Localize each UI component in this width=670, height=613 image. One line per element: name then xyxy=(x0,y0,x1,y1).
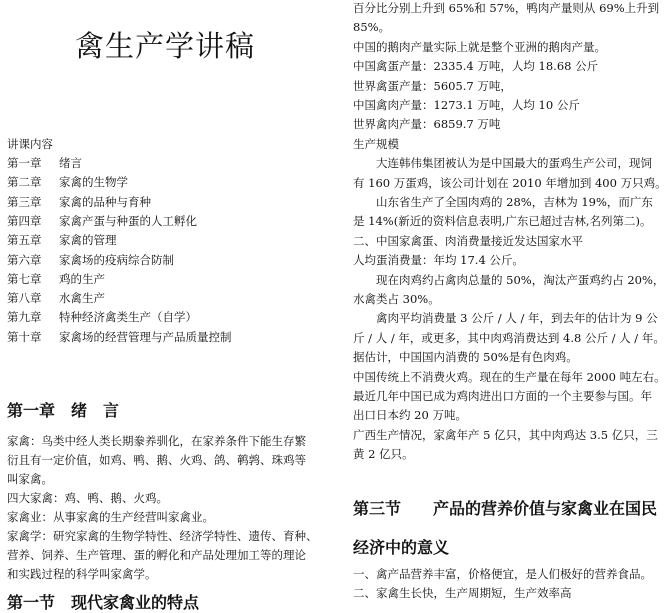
paragraph-line: 据估计，中国国内消费的 50%是有色肉鸡。 xyxy=(353,350,578,365)
paragraph-line: 最近几年中国已成为鸡肉进出口方面的一个主要参与国。年 xyxy=(353,389,652,403)
paragraph-line: 禽肉平均消费量 3 公斤 / 人 / 年，到去年的估计为 9 公 xyxy=(376,311,658,326)
paragraph-line: 生产规模 xyxy=(353,136,399,151)
chapter1-heading-title: 绪 言 xyxy=(71,401,120,420)
paragraph-line: 四大家禽：鸡、鸭、鹅、火鸡。 xyxy=(7,491,168,505)
toc-item-title: 特种经济禽类生产（自学） xyxy=(59,310,197,325)
toc-item-title: 家禽场的疫病综合防制 xyxy=(59,252,174,267)
toc-item-number: 第四章 xyxy=(7,213,42,228)
paragraph-line: 中国传统上不消费火鸡。现在的生产量在每年 2000 吨左右。 xyxy=(353,369,666,384)
paragraph-line: 现在肉鸡约占禽肉总量的 50%，淘汰产蛋鸡约占 20%， xyxy=(376,272,665,287)
toc-item xyxy=(7,290,337,306)
paragraph-line: 家禽学：研究家禽的生物学特性、经济学特性、遗传、育种、 xyxy=(7,529,318,543)
paragraph-line: 二、中国家禽蛋、肉消费量接近发达国家水平 xyxy=(353,233,583,248)
paragraph-line: 出口日本约 20 万吨。 xyxy=(353,408,467,423)
toc-item xyxy=(7,252,337,268)
toc-item xyxy=(7,155,337,171)
toc-item-title: 家禽的品种与育种 xyxy=(59,194,151,209)
toc-item-number: 第十章 xyxy=(7,329,42,344)
toc-item-number: 第二章 xyxy=(7,175,42,190)
toc-item-title: 家禽的生物学 xyxy=(59,175,128,190)
toc-item xyxy=(7,232,337,248)
chapter1-heading xyxy=(7,398,119,421)
paragraph-line: 衍且有一定价值，如鸡、鸭、鹅、火鸡、鸽、鹌鹑、珠鸡等 xyxy=(7,453,306,467)
paragraph-line: 中国禽肉产量：1273.1 万吨，人均 10 公斤 xyxy=(353,98,580,112)
toc-item-number: 第八章 xyxy=(7,291,42,306)
paragraph-line: 一、禽产品营养丰富，价格便宜，是人们极好的营养食品。 xyxy=(353,567,652,581)
toc-item xyxy=(7,329,337,345)
paragraph-line: 是 14%(新近的资料信息表明,广东已超过吉林,名列第二)。 xyxy=(353,214,652,229)
paragraph-line: 斤 / 人 / 年，或更多，其中肉鸡消费达到 4.8 公斤 / 人 / 年。 xyxy=(353,330,665,345)
toc-item xyxy=(7,309,337,325)
paragraph-line: 有 160 万蛋鸡，该公司计划在 2010 年增加到 400 万只鸡。 xyxy=(353,175,667,190)
toc-item-title: 鸡的生产 xyxy=(59,271,105,286)
toc-item-number: 第五章 xyxy=(7,233,42,248)
toc-item-title: 家禽场的经营管理与产品质量控制 xyxy=(59,329,232,344)
toc-item-number: 第七章 xyxy=(7,271,42,286)
paragraph-line: 家禽业：从事家禽的生产经营叫家禽业。 xyxy=(7,510,214,524)
toc-item-number: 第一章 xyxy=(7,156,42,170)
toc-item xyxy=(7,271,337,287)
paragraph-line: 水禽类占 30%。 xyxy=(353,292,440,306)
paragraph-line: 家禽：鸟类中经人类长期豢养驯化，在家养条件下能生存繁 xyxy=(7,434,306,448)
toc-item-number: 第九章 xyxy=(7,310,42,325)
paragraph-line: 营养、饲养、生产管理、蛋的孵化和产品处理加工等的理论 xyxy=(7,548,306,562)
paragraph-line: 山东省生产了全国肉鸡的 28%，吉林为 19%，而广东 xyxy=(376,195,653,209)
document-title: 禽生产学讲稿 xyxy=(75,29,256,63)
paragraph-line: 中国的鹅肉产量实际上就是整个亚洲的鹅肉产量。 xyxy=(353,39,606,54)
chapter1-heading-num: 第一章 xyxy=(7,401,56,420)
paragraph-line: 世界禽肉产量：6859.7 万吨 xyxy=(353,117,501,132)
paragraph-line: 人均蛋消费量：年均 17.4 公斤。 xyxy=(353,253,524,268)
toc-item-title: 水禽生产 xyxy=(59,291,105,306)
toc-item-number: 第六章 xyxy=(7,252,42,267)
section3-heading-line2: 经济中的意义 xyxy=(353,538,450,557)
toc-item xyxy=(7,194,337,210)
paragraph-line: 和实践过程的科学叫家禽学。 xyxy=(7,567,157,581)
section3-heading-line1: 第三节 产品的营养价值与家禽业在国民 xyxy=(353,499,658,518)
toc-heading: 讲课内容 xyxy=(7,137,53,151)
toc-item-number: 第三章 xyxy=(7,194,42,209)
paragraph-line: 黄 2 亿只。 xyxy=(353,447,414,462)
paragraph-line: 叫家禽。 xyxy=(7,472,53,486)
paragraph-line: 世界禽蛋产量：5605.7 万吨， xyxy=(353,78,512,93)
paragraph-line: 二、家禽生长快，生产周期短，生产效率高 xyxy=(353,586,572,600)
paragraph-line: 百分比分别上升到 65%和 57%，鸭肉产量则从 69%上升到 xyxy=(353,1,660,15)
toc-item-title: 家禽产蛋与种蛋的人工孵化 xyxy=(59,213,197,228)
paragraph-line: 中国禽蛋产量：2335.4 万吨，人均 18.68 公斤 xyxy=(353,59,599,74)
toc-item-title: 家禽的管理 xyxy=(59,233,117,248)
paragraph-line: 广西生产情况，家禽年产 5 亿只，其中肉鸡达 3.5 亿只，三 xyxy=(353,427,658,442)
toc-item-title: 绪言 xyxy=(59,156,82,170)
paragraph-line: 大连韩伟集团被认为是中国最大的蛋鸡生产公司，现饲 xyxy=(376,156,652,171)
toc-item xyxy=(7,174,337,190)
paragraph-line: 85%。 xyxy=(353,20,391,35)
section1-heading: 第一节 现代家禽业的特点 xyxy=(7,593,200,612)
toc-item xyxy=(7,213,337,229)
